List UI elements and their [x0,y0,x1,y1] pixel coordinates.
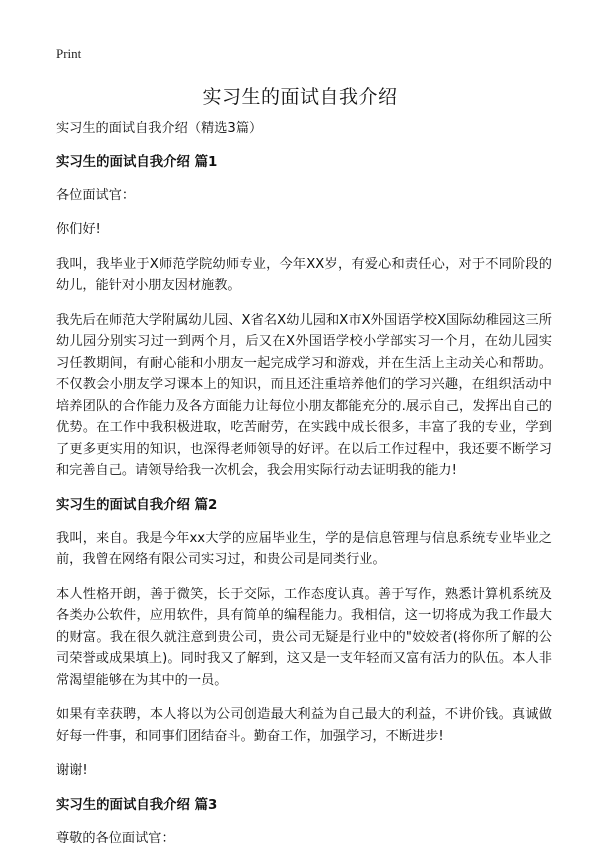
body-paragraph: 我叫，来自。我是今年xx大学的应届毕业生，学的是信息管理与信息系统专业毕业之前，我曾在网络有限公司实习过，和贵公司是同类行业。 [56,530,552,567]
greeting-paragraph: 你们好! [56,222,101,237]
print-link[interactable]: Print [56,46,82,61]
section-heading: 实习生的面试自我介绍 篇2 [56,497,218,513]
document-body [56,118,552,862]
body-paragraph: 本人性格开朗，善于微笑，长于交际，工作态度认真。善于写作，熟悉计算机系统及各类办公软件，应用软件，具有简单的编程能力。我相信，这一切将成为我工作最大的财富。我在很久就注意到贵公司，贵公司无疑是行业中的"姣姣者(将你所了解的公司荣誉或成果填上)。同时我又了解到，这又是一支年轻而又富有活力的队伍。本人非常渴望能够在为其中的一员。 [56,586,552,688]
body-paragraph: 我先后在师范大学附属幼儿园、X省名X幼儿园和X市X外国语学校X国际幼稚园这三所幼儿园分别实习过一到两个月，后又在X外国语学校小学部实习一个月，在幼儿园实习任教期间，有耐心能和小朋友一起完成学习和游戏，并在生活上主动关心和帮助。不仅教会小朋友学习课本上的知识，而且还注重培养他们的学习兴趣，在组织活动中培养团队的合作能力及各方面能力让每位小朋友都能充分的.展示自己，发挥出自己的优势。在工作中我积极进取，吃苦耐劳，在实践中成长很多，丰富了我的专业，学到了更多更实用的知识，也深得老师领导的好评。在以后工作过程中，我还要不断学习和完善自己。请领导给我一次机会，我会用实际行动去证明我的能力! [56,312,552,478]
document-title: 实习生的面试自我介绍 [202,86,398,108]
closing-paragraph: 谢谢! [56,763,88,778]
document-subtitle: 实习生的面试自我介绍（精选3篇） [56,121,263,136]
body-paragraph: 如果有幸获聘，本人将以为公司创造最大利益为自己最大的利益，不讲价钱。真诚做好每一件事，和同事们团结奋斗。勤奋工作，加强学习，不断进步! [56,707,552,744]
body-paragraph: 我叫，我毕业于X师范学院幼师专业，今年XX岁，有爱心和责任心，对于不同阶段的幼儿，能针对小朋友因材施教。 [56,256,552,293]
greeting-paragraph: 各位面试官： [56,187,136,203]
greeting-paragraph: 尊敬的各位面试官： [56,830,175,846]
section-heading: 实习生的面试自我介绍 篇3 [56,797,218,813]
section-heading: 实习生的面试自我介绍 篇1 [56,154,218,170]
